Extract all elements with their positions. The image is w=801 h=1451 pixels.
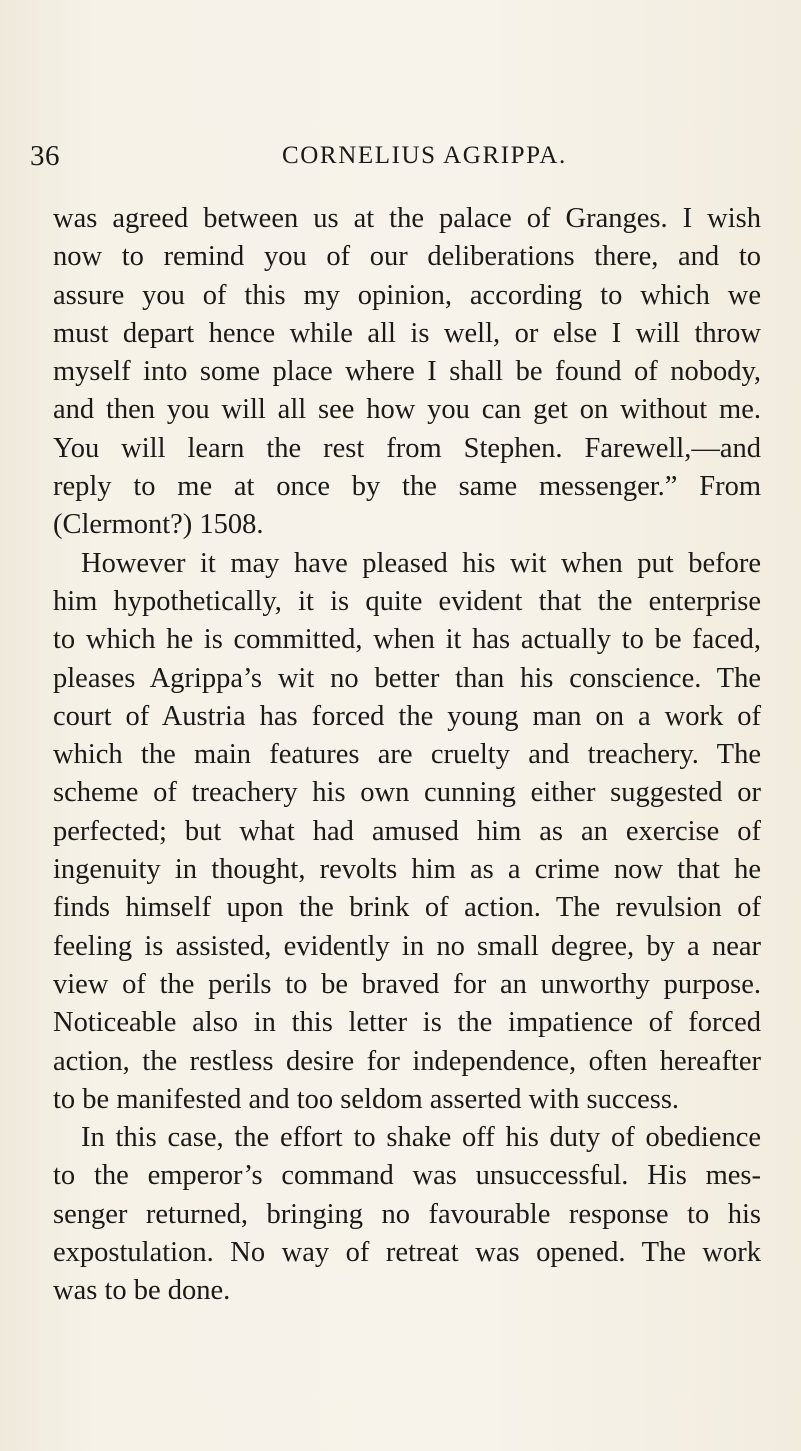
text-line: finds himself upon the brink of action. The revulsion of <box>53 892 761 924</box>
text-line: feeling is assisted, evidently in no small degree, by a near <box>53 930 761 962</box>
text-line: In this case, the effort to shake off his duty of obedience <box>81 1122 761 1154</box>
text-line: perfected; but what had amused him as an exercise of <box>53 815 761 847</box>
text-line: reply to me at once by the same messenger.” From <box>53 471 761 503</box>
text-line: ingenuity in thought, revolts him as a crime now that he <box>53 854 761 886</box>
text-line: senger returned, bringing no favourable response to his <box>53 1198 761 1230</box>
text-line: must depart hence while all is well, or else I will throw <box>53 317 761 349</box>
text-line: action, the restless desire for independence, often hereafter <box>53 1045 761 1077</box>
text-line: view of the perils to be braved for an unworthy purpose. <box>53 968 761 1000</box>
running-head <box>30 140 690 180</box>
page-number: 36 <box>30 140 60 172</box>
text-line: You will learn the rest from Stephen. Farewell,—and <box>53 432 761 464</box>
text-line: which the main features are cruelty and treachery. The <box>53 739 761 771</box>
text-line: now to remind you of our deliberations there, and to <box>53 241 761 273</box>
text-line: assure you of this my opinion, according to which we <box>53 279 761 311</box>
text-line: However it may have pleased his wit when put before <box>81 547 761 579</box>
text-line: to which he is committed, when it has actually to be faced, <box>53 624 761 656</box>
text-line: Noticeable also in this letter is the impatience of forced <box>53 1007 761 1039</box>
body-text <box>53 200 761 1311</box>
text-line: to be manifested and too seldom asserted with success. <box>53 1083 680 1115</box>
text-line: expostulation. No way of retreat was opened. The work <box>53 1237 761 1269</box>
text-line: (Clermont?) 1508. <box>53 509 264 541</box>
text-line: to the emperor’s command was unsuccessful. His mes- <box>53 1160 761 1192</box>
running-title: CORNELIUS AGRIPPA. <box>282 142 567 169</box>
text-line: and then you will all see how you can get on without me. <box>53 394 761 426</box>
text-line: myself into some place where I shall be found of nobody, <box>53 356 761 388</box>
text-line: was to be done. <box>53 1275 231 1307</box>
text-line: pleases Agrippa’s wit no better than his conscience. The <box>53 662 761 694</box>
text-line: scheme of treachery his own cunning either suggested or <box>53 777 761 809</box>
text-line: court of Austria has forced the young man on a work of <box>53 700 761 732</box>
text-line: was agreed between us at the palace of Granges. I wish <box>53 203 761 234</box>
text-line: him hypothetically, it is quite evident that the enterprise <box>53 585 761 617</box>
